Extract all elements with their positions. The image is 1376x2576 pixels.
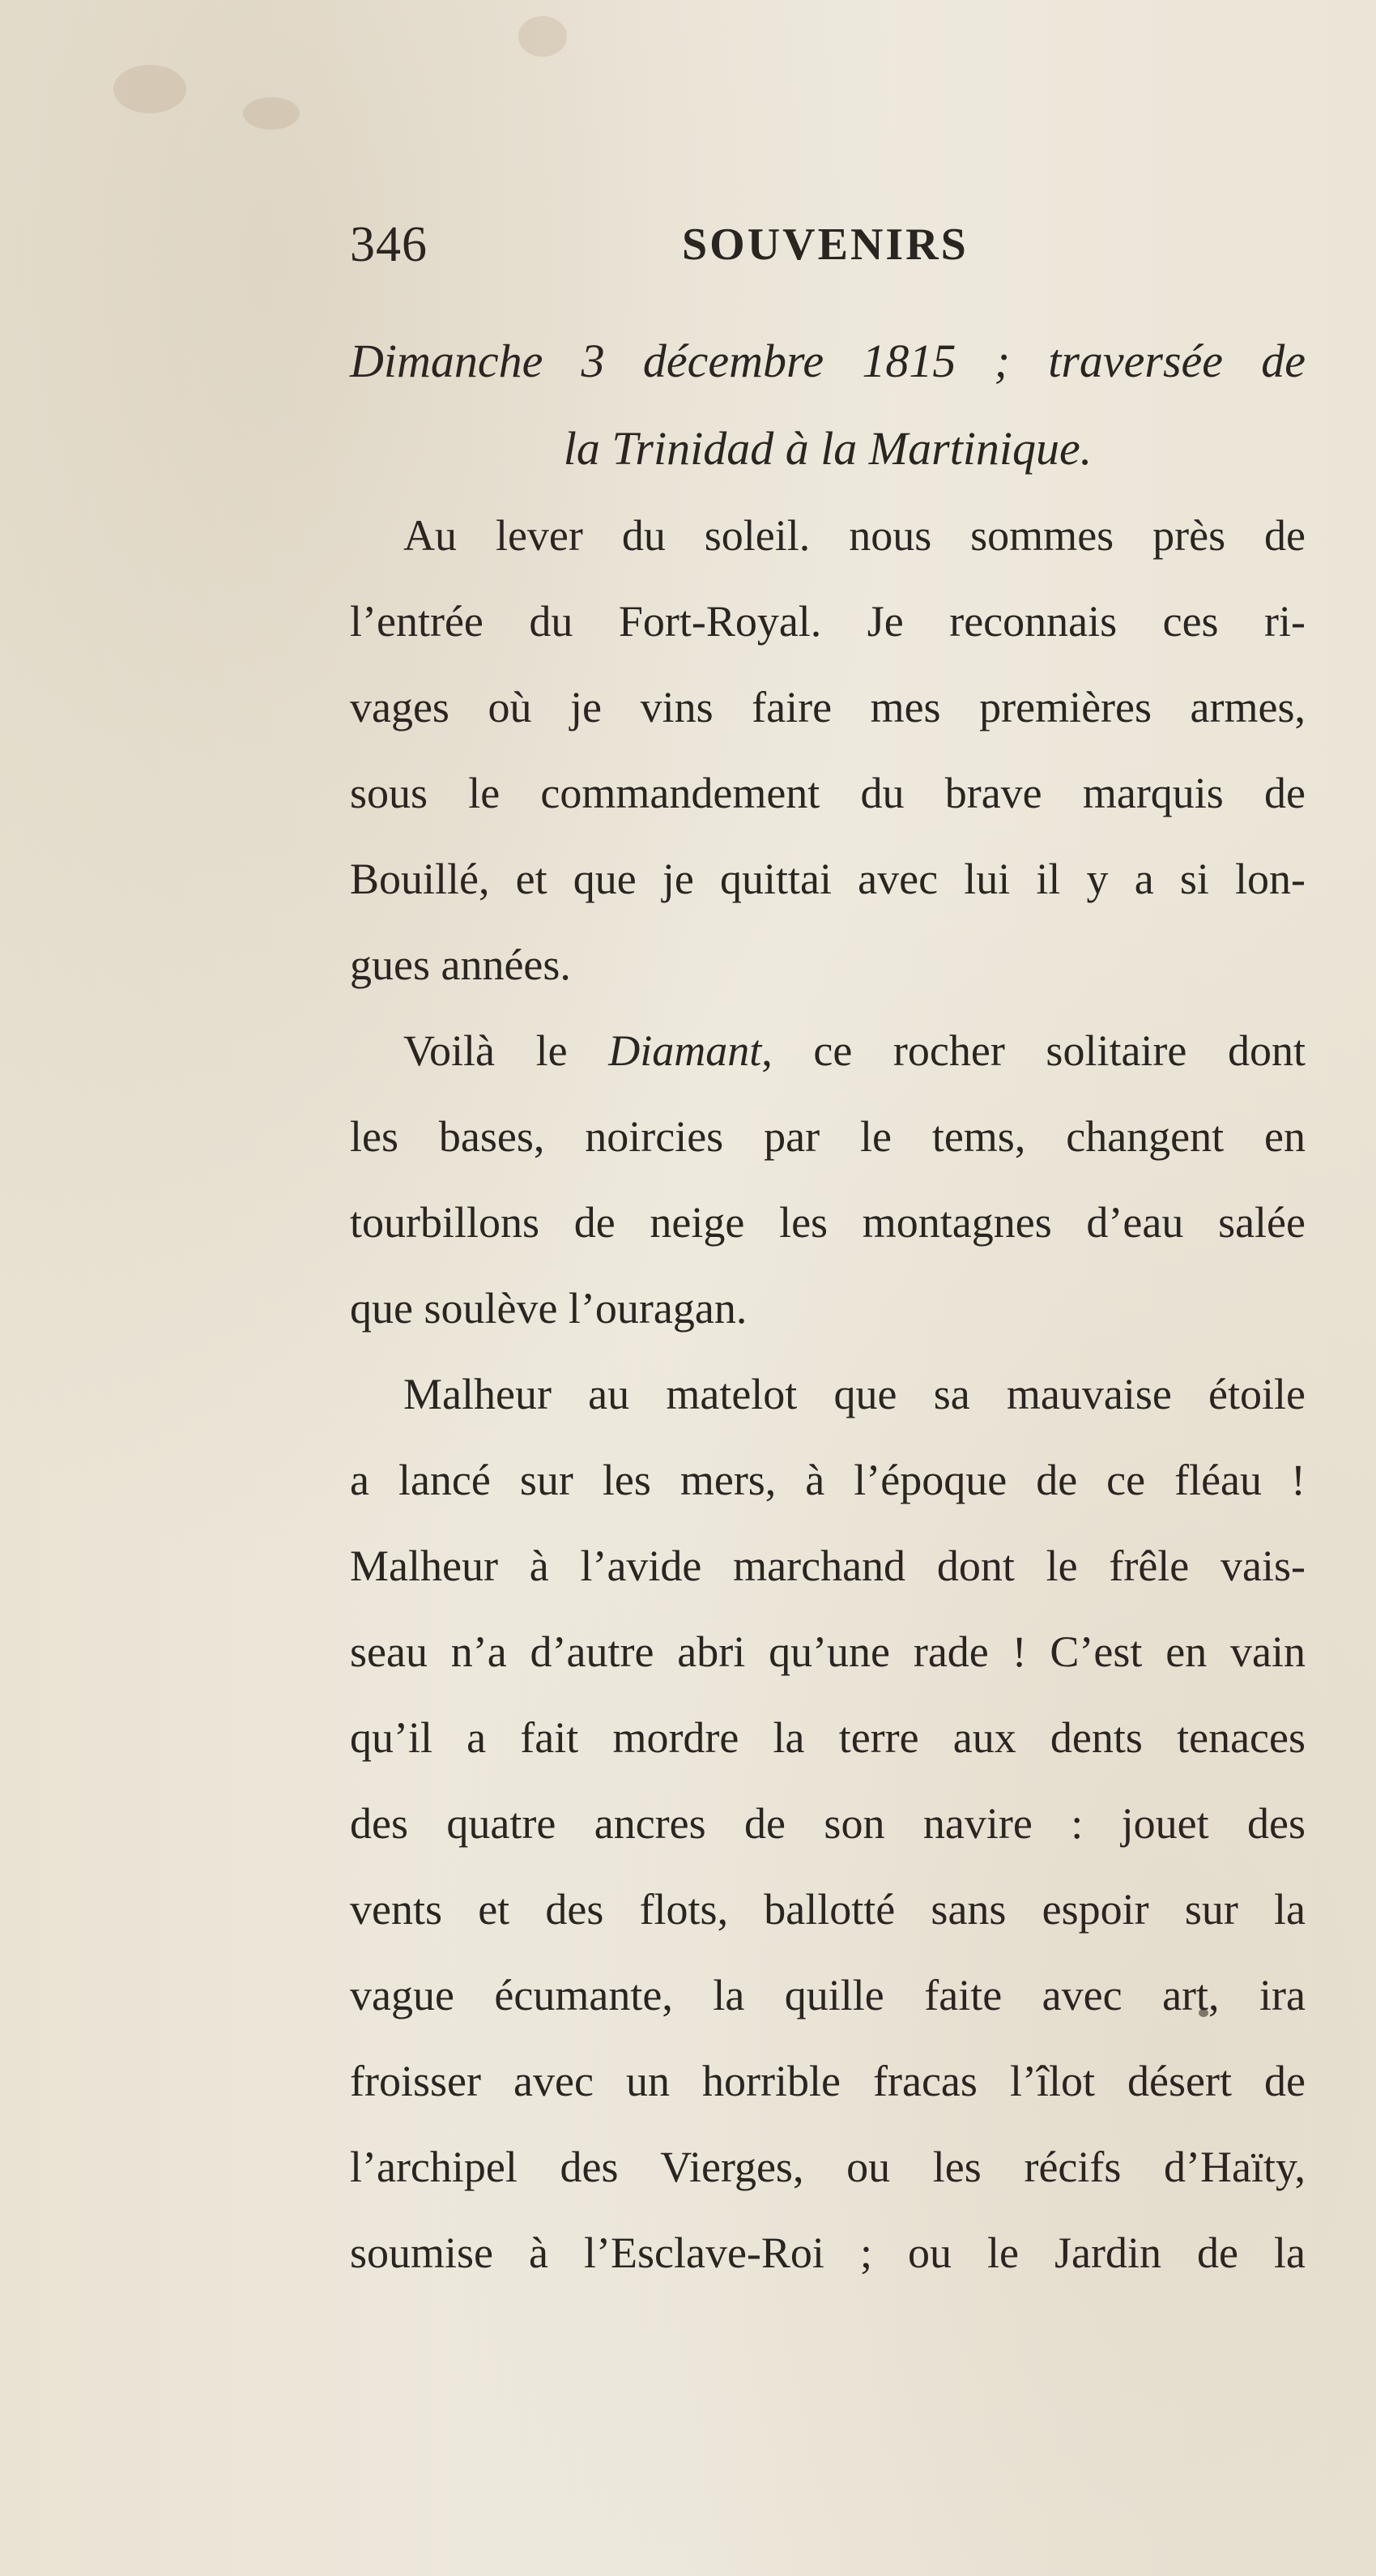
text-line: tourbillons de neige les montagnes d’eau salée bbox=[350, 1198, 1306, 1247]
text-line: l’archipel des Vierges, ou les récifs d’Haïty, bbox=[350, 2143, 1306, 2191]
text-line: froisser avec un horrible fracas l’îlot désert de bbox=[350, 2057, 1306, 2105]
text-line: a lancé sur les mers, à l’époque de ce fléau ! bbox=[350, 1456, 1306, 1504]
text-line: sous le commandement du brave marquis de bbox=[350, 769, 1306, 817]
text-line: les bases, noircies par le tems, changent en bbox=[350, 1112, 1306, 1161]
text-line: soumise à l’Esclave-Roi ; ou le Jardin de la bbox=[350, 2228, 1306, 2277]
text-line: Malheur au matelot que sa mauvaise étoile bbox=[403, 1370, 1306, 1418]
foxing-spot bbox=[113, 65, 186, 113]
paragraph bbox=[350, 1351, 1306, 2296]
text-fragment: , ce rocher solitaire dont bbox=[761, 1026, 1306, 1075]
page-number: 346 bbox=[350, 217, 428, 272]
text-line: gues années. bbox=[350, 940, 571, 989]
text-line: vages où je vins faire mes premières armes, bbox=[350, 683, 1306, 731]
heading-line: Dimanche 3 décembre 1815 ; traversée de bbox=[350, 335, 1306, 387]
text-line: vents et des flots, ballotté sans espoir sur la bbox=[350, 1885, 1306, 1934]
text-line: des quatre ancres de son navire : jouet des bbox=[350, 1799, 1306, 1848]
paragraph bbox=[350, 1008, 1306, 1351]
foxing-spot bbox=[243, 97, 300, 130]
text-line: Au lever du soleil. nous sommes près de bbox=[403, 511, 1306, 560]
foxing-spot bbox=[518, 16, 567, 57]
text-line: Malheur à l’avide marchand dont le frêle vais- bbox=[350, 1542, 1306, 1590]
section-heading bbox=[350, 318, 1306, 493]
text-line: seau n’a d’autre abri qu’une rade ! C’est en vain bbox=[350, 1627, 1306, 1676]
text-line bbox=[350, 1008, 1306, 1094]
text-line: l’entrée du Fort-Royal. Je reconnais ces ri- bbox=[350, 597, 1306, 646]
page-header bbox=[350, 212, 1306, 277]
text-line: Bouillé, et que je quittai avec lui il y a si lon- bbox=[350, 855, 1306, 903]
text-fragment: Voilà le bbox=[403, 1026, 609, 1075]
italic-term: Diamant bbox=[608, 1026, 762, 1075]
text-line: qu’il a fait mordre la terre aux dents tenaces bbox=[350, 1713, 1306, 1762]
body-text bbox=[350, 493, 1306, 2296]
text-line: que soulève l’ouragan. bbox=[350, 1284, 748, 1333]
heading-line: la Trinidad à la Martinique. bbox=[563, 422, 1093, 475]
text-line: vague écumante, la quille faite avec art, ira bbox=[350, 1971, 1306, 2019]
running-head: SOUVENIRS bbox=[682, 220, 969, 270]
paragraph bbox=[350, 493, 1306, 1008]
